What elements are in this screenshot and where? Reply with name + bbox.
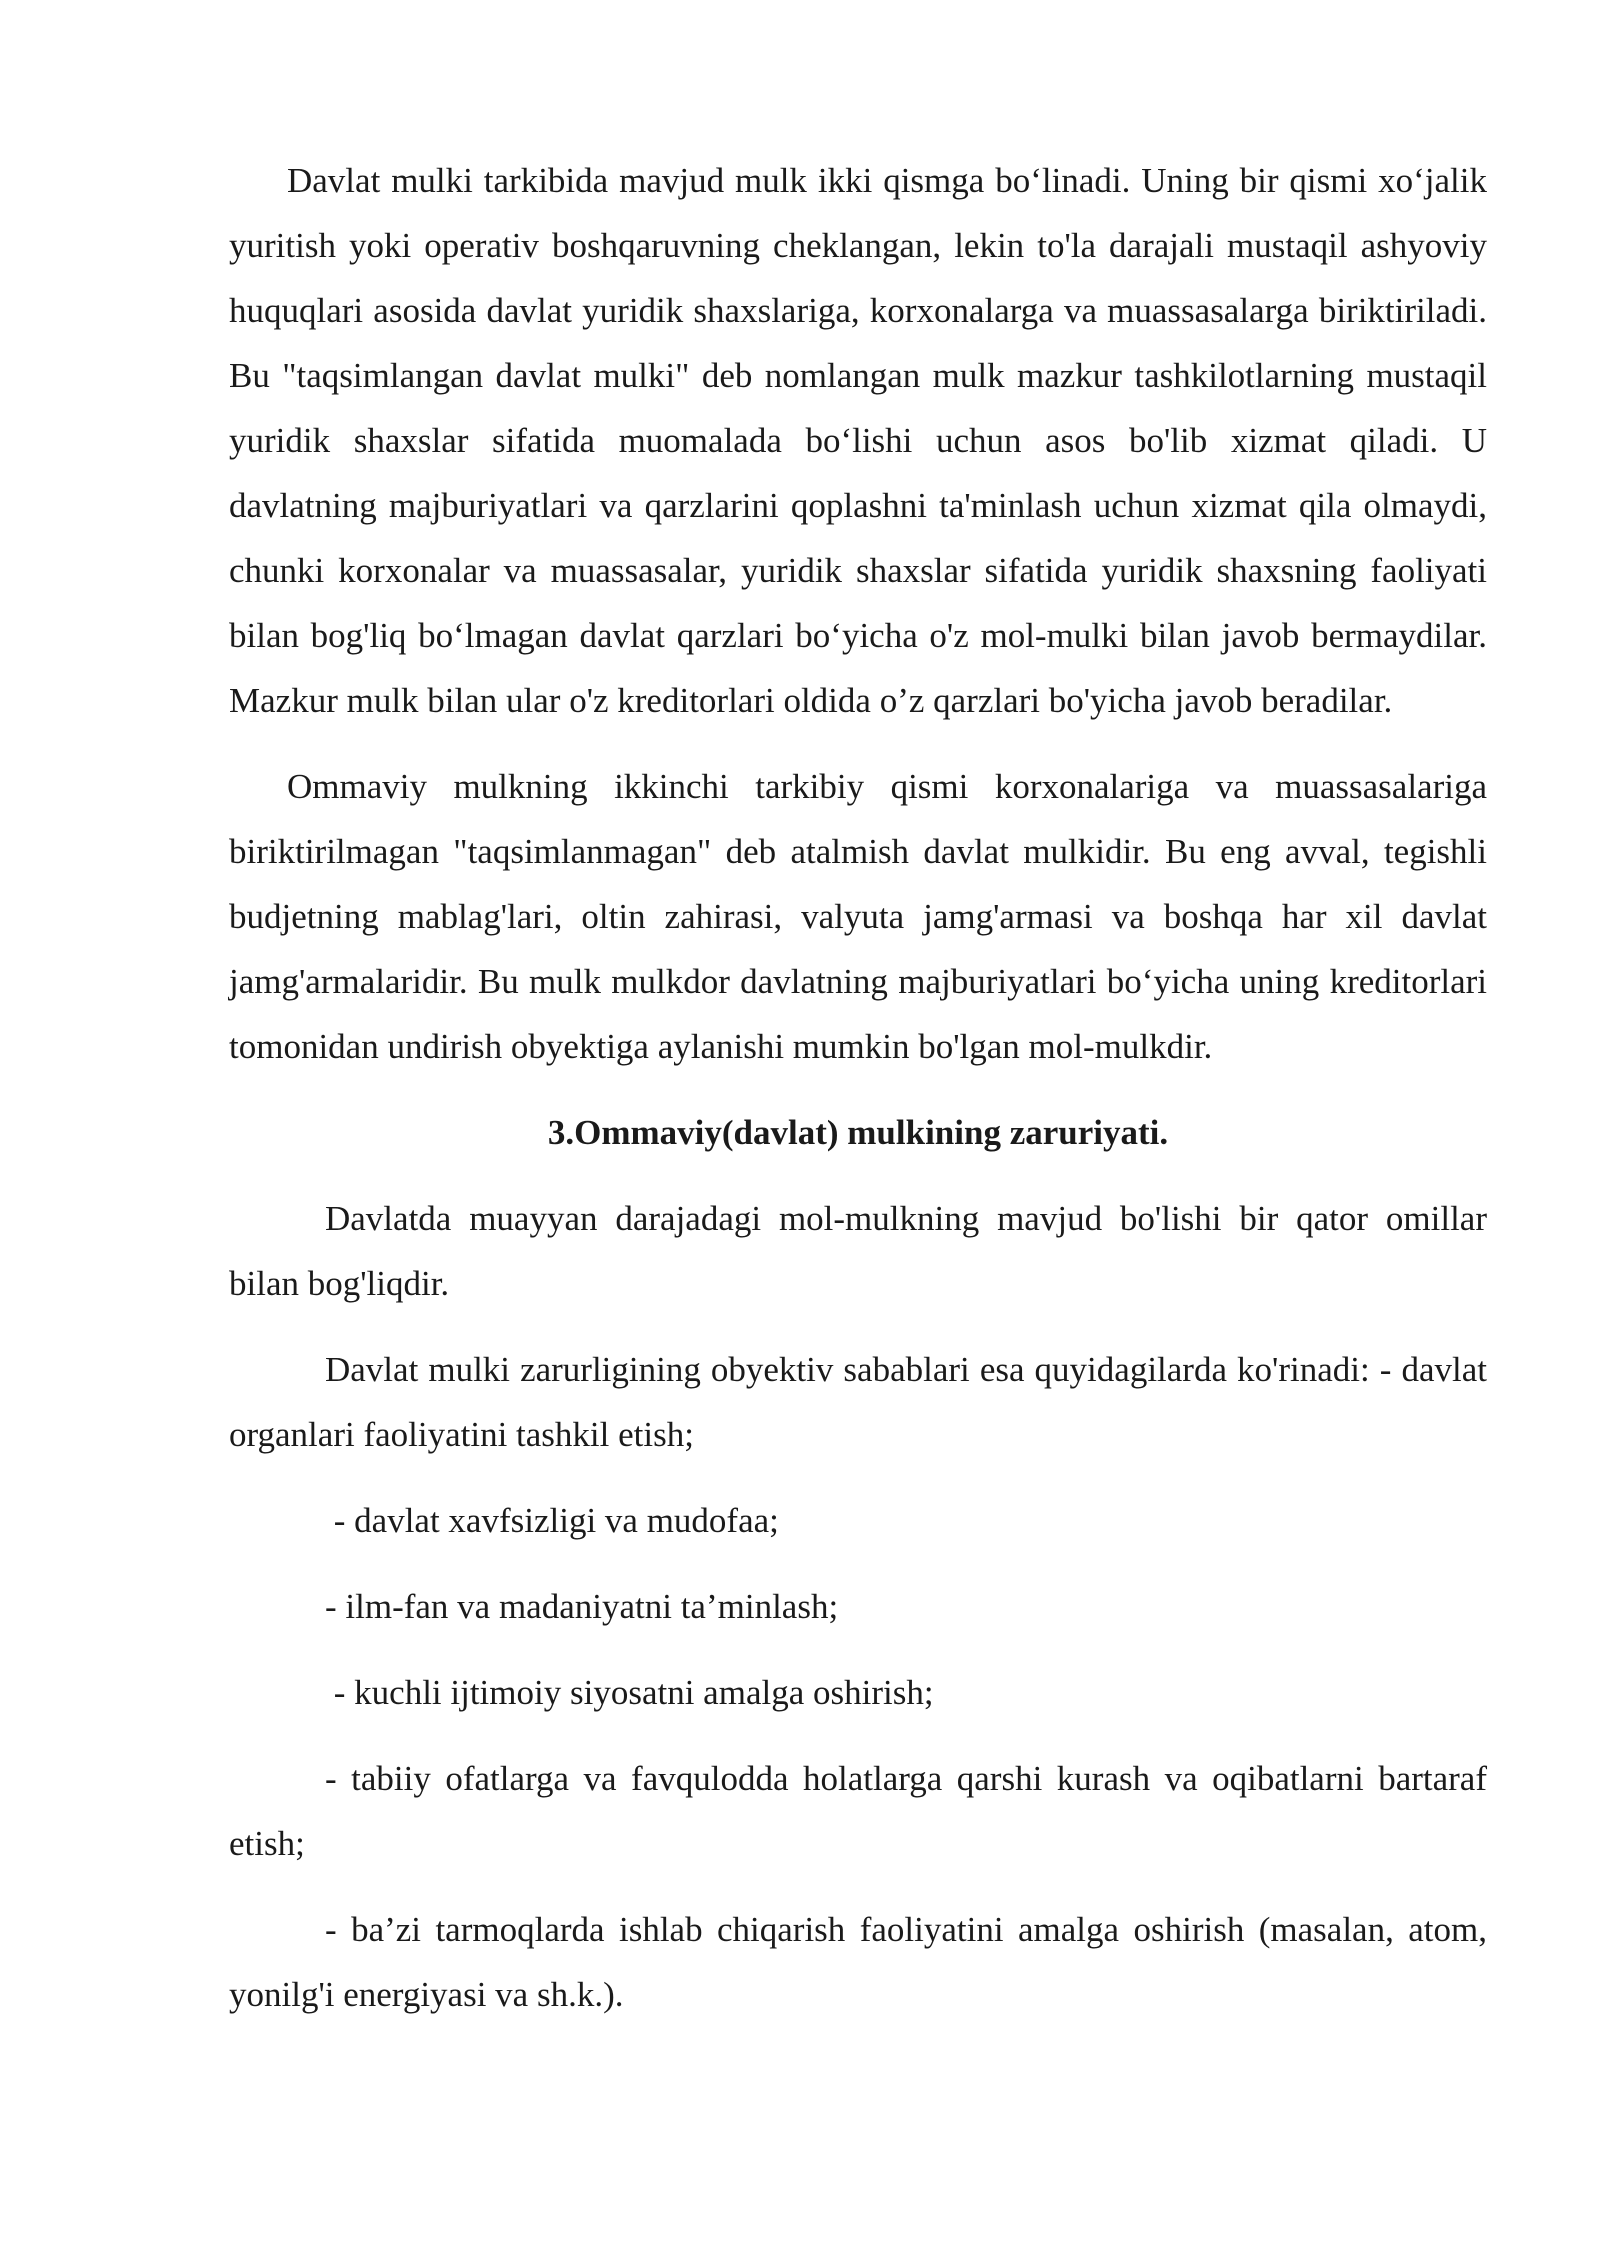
list-item: - tabiiy ofatlarga va favqulodda holatlarga qarshi kurash va oqibatlarni bartaraf etish; (229, 1759, 1487, 1863)
list-item: - kuchli ijtimoiy siyosatni amalga oshirish; (325, 1673, 934, 1712)
paragraph-state-property-parts: Davlat mulki tarkibida mavjud mulk ikki qismga bo‘linadi. Uning bir qismi xo‘jalik yuritish yoki operativ boshqaruvning cheklangan, lekin to'la darajali mustaqil ashyoviy huquqlari asosida davlat yuridik shaxslariga, korxonalarga va muassasalarga biriktiriladi. Bu "taqsimlangan davlat mulki" deb nomlangan mulk mazkur tashkilotlarning mustaqil yuridik shaxslar sifatida muomalada bo‘lishi uchun asos bo'lib xizmat qiladi. U davlatning majburiyatlari va qarzlarini qoplashni ta'minlash uchun xizmat qila olmaydi, chunki korxonalar va muassasalar, yuridik shaxslar sifatida yuridik shaxsning faoliyati bilan bog'liq bo‘lmagan davlat qarzlari bo‘yicha o'z mol-mulki bilan javob bermaydilar. Mazkur mulk bilan ular o'z kreditorlari oldida o’z qarzlari bo'yicha javob beradilar. (229, 161, 1487, 720)
list-item: - ilm-fan va madaniyatni ta’minlash; (325, 1587, 839, 1626)
list-item: - ba’zi tarmoqlarda ishlab chiqarish faoliyatini amalga oshirish (masalan, atom, yonilg'i energiyasi va sh.k.). (229, 1910, 1487, 2014)
paragraph-factors: Davlatda muayyan darajadagi mol-mulkning mavjud bo'lishi bir qator omillar bilan bog'liqdir. (229, 1199, 1487, 1303)
paragraph-undistributed-property: Ommaviy mulkning ikkinchi tarkibiy qismi korxonalariga va muassasalariga biriktirilmagan "taqsimlanmagan" deb atalmish davlat mulkidir. Bu eng avval, tegishli budjetning mablag'lari, oltin zahirasi, valyuta jamg'armasi va boshqa har xil davlat jamg'armalaridir. Bu mulk mulkdor davlatning majburiyatlari bo‘yicha uning kreditorlari tomonidan undirish obyektiga aylanishi mumkin bo'lgan mol-mulkdir. (229, 767, 1487, 1066)
paragraph-objective-reasons: Davlat mulki zarurligining obyektiv sabablari esa quyidagilarda ko'rinadi: - davlat organlari faoliyatini tashkil etish; (229, 1350, 1487, 1454)
document-page (229, 148, 1487, 2027)
section-heading: 3.Ommaviy(davlat) mulkining zaruriyati. (547, 1113, 1169, 1152)
list-item: - davlat xavfsizligi va mudofaa; (325, 1501, 779, 1540)
